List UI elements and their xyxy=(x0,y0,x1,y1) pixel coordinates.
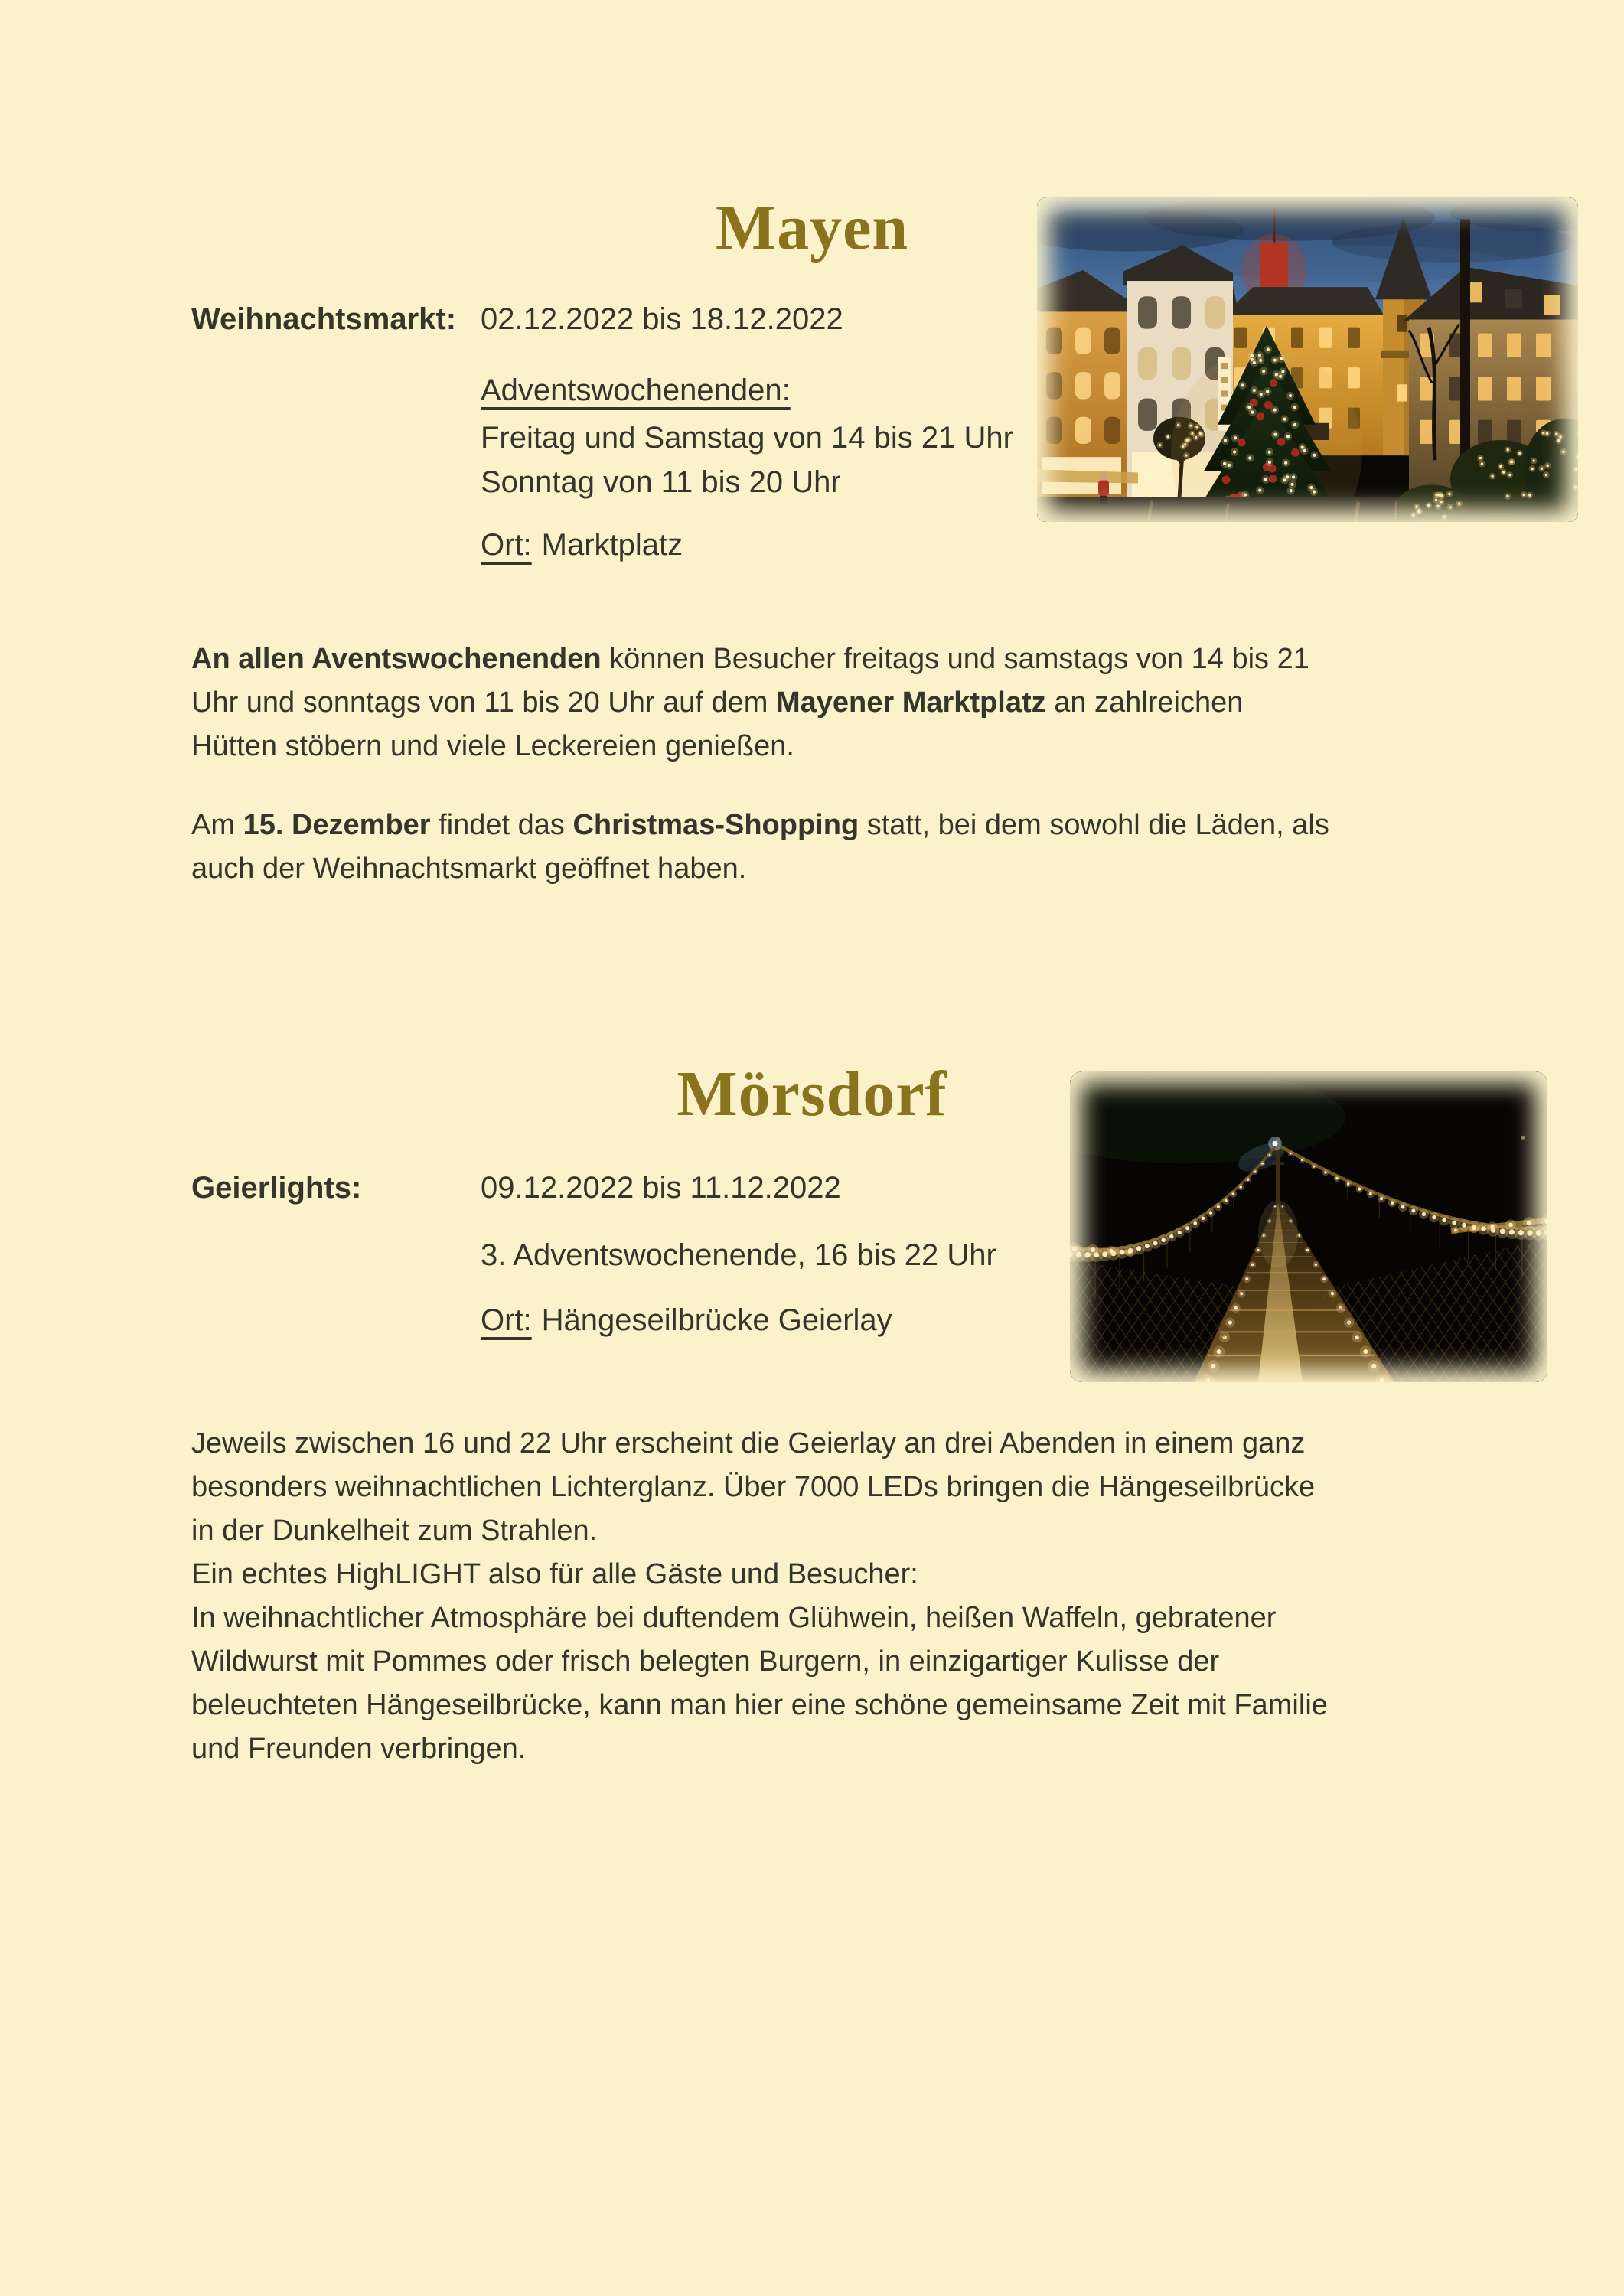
mayen-event-label: Weihnachtsmarkt: xyxy=(191,302,457,336)
mayen-paragraph-1 xyxy=(191,638,1309,768)
text-line: In weihnachtlicher Atmosphäre bei duftendem Glühwein, heißen Waffeln, gebratener xyxy=(191,1602,1277,1634)
text-line: An allen Aventswochenenden können Besucher freitags und samstags von 14 bis 21 xyxy=(191,643,1309,675)
section-title-moersdorf: Mörsdorf xyxy=(677,1058,947,1130)
text-line: Hütten stöbern und viele Leckereien genießen. xyxy=(191,730,794,762)
text-line: in der Dunkelheit zum Strahlen. xyxy=(191,1515,598,1547)
geierlights-event-label: Geierlights: xyxy=(191,1171,362,1205)
geierlay-bridge-photo xyxy=(1070,1071,1547,1382)
text-line: auch der Weihnachtsmarkt geöffnet haben. xyxy=(191,853,747,885)
mayen-paragraph-2 xyxy=(191,804,1329,891)
mayen-schedule-line-1: Freitag und Samstag von 14 bis 21 Uhr xyxy=(481,421,1013,455)
geierlights-event-dates: 09.12.2022 bis 11.12.2022 xyxy=(481,1171,841,1205)
location-value: Marktplatz xyxy=(541,528,683,562)
mayen-location-row xyxy=(481,527,683,563)
mayen-advent-heading: Adventswochenenden: xyxy=(481,373,791,407)
geierlights-schedule-line: 3. Adventswochenende, 16 bis 22 Uhr xyxy=(481,1238,996,1272)
section-title-mayen: Mayen xyxy=(715,192,909,263)
moersdorf-paragraph xyxy=(191,1422,1328,1771)
text-line: Am 15. Dezember findet das Christmas-Shopping statt, bei dem sowohl die Läden, als xyxy=(191,809,1329,841)
text-line: beleuchteten Hängeseilbrücke, kann man hier eine schöne gemeinsame Zeit mit Familie xyxy=(191,1689,1328,1721)
location-label: Ort: xyxy=(481,528,532,562)
mayen-schedule-line-2: Sonntag von 11 bis 20 Uhr xyxy=(481,465,841,499)
text-line: Wildwurst mit Pommes oder frisch belegten Burgern, in einzigartiger Kulisse der xyxy=(191,1645,1220,1678)
text-line: Jeweils zwischen 16 und 22 Uhr erscheint die Geierlay an drei Abenden in einem ganz xyxy=(191,1427,1306,1459)
mayen-photo xyxy=(1037,197,1578,522)
text-line: und Freunden verbringen. xyxy=(191,1733,527,1765)
location-value: Hängeseilbrücke Geierlay xyxy=(541,1303,892,1337)
text-line: Ein echtes HighLIGHT also für alle Gäste und Besucher: xyxy=(191,1558,918,1590)
geierlay-photo-illustration xyxy=(1070,1071,1547,1382)
geierlights-location-row xyxy=(481,1302,892,1339)
person-red-jacket xyxy=(1098,473,1109,503)
text-line: Uhr und sonntags von 11 bis 20 Uhr auf dem Mayener Marktplatz an zahlreichen xyxy=(191,687,1244,719)
mayen-event-dates: 02.12.2022 bis 18.12.2022 xyxy=(481,302,843,336)
text-line: besonders weihnachtlichen Lichterglanz. Über 7000 LEDs bringen die Hängeseilbrücke xyxy=(191,1471,1316,1503)
location-label: Ort: xyxy=(481,1303,532,1337)
mayen-photo-illustration xyxy=(1037,197,1578,522)
